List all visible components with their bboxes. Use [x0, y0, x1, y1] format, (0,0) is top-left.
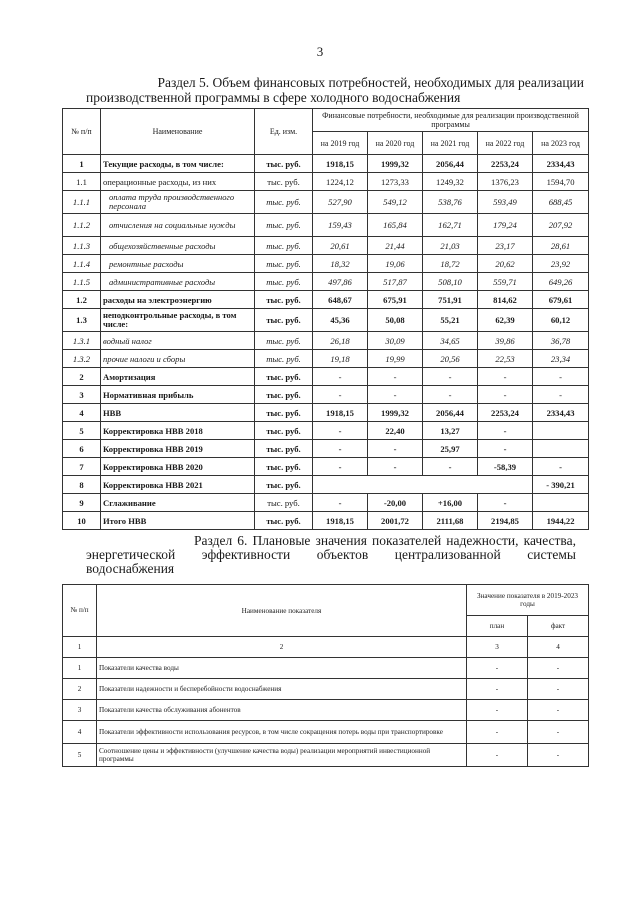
row-value-2022: 62,39 — [478, 309, 533, 332]
row-name: НВВ — [101, 404, 255, 422]
row-name: Корректировка НВВ 2020 — [101, 458, 255, 476]
row-value-2019: - — [313, 368, 368, 386]
row-value-2020: -20,00 — [368, 494, 423, 512]
header-year-2023: на 2023 год — [533, 132, 589, 155]
row-value-2022: 2253,24 — [478, 155, 533, 173]
row-num: 1.2 — [63, 291, 101, 309]
row-unit: тыс. руб. — [255, 191, 313, 214]
table-row — [63, 658, 589, 679]
table-row — [63, 191, 589, 214]
row-num: 2 — [63, 679, 97, 700]
row-value-2023: 23,34 — [533, 350, 589, 368]
row-num: 1.3.2 — [63, 350, 101, 368]
row-value-2022: 22,53 — [478, 350, 533, 368]
row-value-2019: 45,36 — [313, 309, 368, 332]
row-fact: - — [528, 744, 589, 767]
header-year-2019: на 2019 год — [313, 132, 368, 155]
header-plan: план — [467, 616, 528, 637]
row-value-2019: 18,32 — [313, 255, 368, 273]
row-value-2023: 688,45 — [533, 191, 589, 214]
row-num: 1.1.4 — [63, 255, 101, 273]
row-value-2023: - — [533, 458, 589, 476]
row-plan: - — [467, 744, 528, 767]
row-value-2023: 207,92 — [533, 214, 589, 237]
section6-title-line1: Раздел 6. Плановые значения показателей надежности, качества, — [194, 533, 576, 548]
row-value-2022: 593,49 — [478, 191, 533, 214]
row-unit: тыс. руб. — [255, 214, 313, 237]
indicators-table — [62, 584, 589, 767]
row-unit: тыс. руб. — [255, 309, 313, 332]
row-value-2020: 50,08 — [368, 309, 423, 332]
table-row — [63, 386, 589, 404]
row-value-2023: 2334,43 — [533, 155, 589, 173]
row-num: 3 — [63, 386, 101, 404]
col-number-3: 3 — [467, 637, 528, 658]
row-value-2019: 1918,15 — [313, 512, 368, 530]
table-row — [63, 458, 589, 476]
row-value-2023: - 390,21 — [533, 476, 589, 494]
col-number-2: 2 — [97, 637, 467, 658]
table-row — [63, 214, 589, 237]
row-name: водный налог — [101, 332, 255, 350]
table-row — [63, 700, 589, 721]
row-value-2023: - — [533, 386, 589, 404]
row-unit: тыс. руб. — [255, 155, 313, 173]
row-name: общехозяйственные расходы — [101, 237, 255, 255]
row-unit: тыс. руб. — [255, 255, 313, 273]
row-value-2021: 751,91 — [423, 291, 478, 309]
row-num: 8 — [63, 476, 101, 494]
row-value-2021: 25,97 — [423, 440, 478, 458]
row-num: 1.3.1 — [63, 332, 101, 350]
row-value-2021: 21,03 — [423, 237, 478, 255]
row-value-2020: 2001,72 — [368, 512, 423, 530]
row-fact: - — [528, 679, 589, 700]
row-unit: тыс. руб. — [255, 173, 313, 191]
row-value-2020: 165,84 — [368, 214, 423, 237]
row-num: 1.1 — [63, 173, 101, 191]
row-value-2023: 1944,22 — [533, 512, 589, 530]
table-row — [63, 255, 589, 273]
table-row — [63, 422, 589, 440]
row-unit: тыс. руб. — [255, 422, 313, 440]
row-plan: - — [467, 679, 528, 700]
row-value-2021: - — [423, 386, 478, 404]
row-num: 1 — [63, 155, 101, 173]
row-name: Нормативная прибыль — [101, 386, 255, 404]
section6-title — [86, 534, 576, 576]
table-row — [63, 237, 589, 255]
row-fact: - — [528, 700, 589, 721]
row-fact: - — [528, 658, 589, 679]
row-value-2022: - — [478, 494, 533, 512]
row-name: Соотношение цены и эффективности (улучшение качества воды) реализации мероприятий инвестиционной программы — [97, 744, 467, 767]
row-value-2019: 1918,15 — [313, 404, 368, 422]
row-value-2022: 23,17 — [478, 237, 533, 255]
row-num: 5 — [63, 422, 101, 440]
row-num: 10 — [63, 512, 101, 530]
row-plan: - — [467, 721, 528, 744]
row-name: ремонтные расходы — [101, 255, 255, 273]
row-plan: - — [467, 700, 528, 721]
table-row — [63, 744, 589, 767]
row-value-2019: 159,43 — [313, 214, 368, 237]
row-value-2020: 21,44 — [368, 237, 423, 255]
row-name: Итого НВВ — [101, 512, 255, 530]
row-unit: тыс. руб. — [255, 386, 313, 404]
row-value-2019: - — [313, 458, 368, 476]
row-unit: тыс. руб. — [255, 291, 313, 309]
row-value-2019: - — [313, 386, 368, 404]
table-row — [63, 512, 589, 530]
header-name: Наименование показателя — [97, 585, 467, 637]
row-num: 6 — [63, 440, 101, 458]
row-value-2021: 538,76 — [423, 191, 478, 214]
row-value-2023 — [533, 422, 589, 440]
row-value-2021: - — [423, 368, 478, 386]
row-name: Амортизация — [101, 368, 255, 386]
section5-title — [86, 75, 586, 105]
row-name: отчисления на социальные нужды — [101, 214, 255, 237]
row-value-2022: 2253,24 — [478, 404, 533, 422]
section5-title-line2: производственной программы в сфере холодного водоснабжения — [86, 90, 461, 105]
row-value-2019-2022 — [313, 476, 533, 494]
row-value-2019: 648,67 — [313, 291, 368, 309]
row-value-2020: - — [368, 458, 423, 476]
row-name: Показатели качества воды — [97, 658, 467, 679]
row-value-2022: 559,71 — [478, 273, 533, 291]
row-num: 1.1.5 — [63, 273, 101, 291]
row-num: 1.1.3 — [63, 237, 101, 255]
row-value-2021: +16,00 — [423, 494, 478, 512]
row-value-2021: 55,21 — [423, 309, 478, 332]
row-value-2021: 13,27 — [423, 422, 478, 440]
row-value-2019: 26,18 — [313, 332, 368, 350]
row-unit: тыс. руб. — [255, 404, 313, 422]
row-num: 1.1.1 — [63, 191, 101, 214]
row-name: административные расходы — [101, 273, 255, 291]
row-value-2020: 1999,32 — [368, 404, 423, 422]
row-unit: тыс. руб. — [255, 368, 313, 386]
row-value-2022: - — [478, 422, 533, 440]
row-num: 3 — [63, 700, 97, 721]
row-name: Сглаживание — [101, 494, 255, 512]
row-value-2023 — [533, 440, 589, 458]
row-num: 7 — [63, 458, 101, 476]
row-value-2021: 162,71 — [423, 214, 478, 237]
row-value-2020: - — [368, 368, 423, 386]
row-value-2023: 679,61 — [533, 291, 589, 309]
table-row — [63, 350, 589, 368]
row-name: Показатели эффективности использования ресурсов, в том числе сокращения потерь воды при транспортировке — [97, 721, 467, 744]
table-row — [63, 368, 589, 386]
header-unit: Ед. изм. — [255, 109, 313, 155]
row-name: оплата труда производственного персонала — [101, 191, 255, 214]
table-row — [63, 309, 589, 332]
row-unit: тыс. руб. — [255, 273, 313, 291]
row-num: 4 — [63, 721, 97, 744]
row-num: 9 — [63, 494, 101, 512]
row-value-2020: 517,87 — [368, 273, 423, 291]
row-num: 5 — [63, 744, 97, 767]
row-value-2022: - — [478, 440, 533, 458]
row-name: Корректировка НВВ 2021 — [101, 476, 255, 494]
col-number-4: 4 — [528, 637, 589, 658]
row-num: 1.1.2 — [63, 214, 101, 237]
row-value-2020: 19,06 — [368, 255, 423, 273]
row-value-2022: 179,24 — [478, 214, 533, 237]
row-fact: - — [528, 721, 589, 744]
row-value-2020: 22,40 — [368, 422, 423, 440]
row-value-2019: 497,86 — [313, 273, 368, 291]
row-unit: тыс. руб. — [255, 476, 313, 494]
row-value-2022: - — [478, 368, 533, 386]
row-value-2021: 18,72 — [423, 255, 478, 273]
row-value-2020: 19,99 — [368, 350, 423, 368]
section6-title-line3: водоснабжения — [86, 561, 175, 576]
row-value-2022: -58,39 — [478, 458, 533, 476]
row-name: расходы на электроэнергию — [101, 291, 255, 309]
row-value-2019: 1224,12 — [313, 173, 368, 191]
row-value-2023: 23,92 — [533, 255, 589, 273]
row-value-2019: - — [313, 422, 368, 440]
table-row — [63, 173, 589, 191]
row-value-2020: 1273,33 — [368, 173, 423, 191]
section6-title-line2: энергетической эффективности объектов централизованной системы — [86, 547, 576, 562]
row-name: прочие налоги и сборы — [101, 350, 255, 368]
row-value-2019: 20,61 — [313, 237, 368, 255]
row-value-2020: 675,91 — [368, 291, 423, 309]
row-value-2023: 28,61 — [533, 237, 589, 255]
table-row — [63, 476, 589, 494]
table-row — [63, 332, 589, 350]
row-value-2022: - — [478, 386, 533, 404]
header-needs: Финансовые потребности, необходимые для реализации производственной программы — [313, 109, 589, 132]
row-unit: тыс. руб. — [255, 350, 313, 368]
row-value-2022: 1376,23 — [478, 173, 533, 191]
header-name: Наименование — [101, 109, 255, 155]
row-value-2022: 20,62 — [478, 255, 533, 273]
header-year-2021: на 2021 год — [423, 132, 478, 155]
row-num: 4 — [63, 404, 101, 422]
row-value-2021: 2056,44 — [423, 155, 478, 173]
row-plan: - — [467, 658, 528, 679]
row-value-2019: - — [313, 494, 368, 512]
row-name: операционные расходы, из них — [101, 173, 255, 191]
table-row — [63, 404, 589, 422]
row-unit: тыс. руб. — [255, 512, 313, 530]
row-value-2021: 34,65 — [423, 332, 478, 350]
row-value-2019: - — [313, 440, 368, 458]
header-year-2020: на 2020 год — [368, 132, 423, 155]
row-value-2023: - — [533, 368, 589, 386]
row-num: 2 — [63, 368, 101, 386]
header-num: № п/п — [63, 585, 97, 637]
row-value-2021: 20,56 — [423, 350, 478, 368]
row-value-2021: 2056,44 — [423, 404, 478, 422]
row-value-2022: 2194,85 — [478, 512, 533, 530]
row-num: 1.3 — [63, 309, 101, 332]
row-value-2022: 39,86 — [478, 332, 533, 350]
row-value-2019: 19,18 — [313, 350, 368, 368]
row-value-2020: 30,09 — [368, 332, 423, 350]
table-row — [63, 679, 589, 700]
row-value-2021: 2111,68 — [423, 512, 478, 530]
row-name: Показатели качества обслуживания абонентов — [97, 700, 467, 721]
header-year-2022: на 2022 год — [478, 132, 533, 155]
row-name: Корректировка НВВ 2018 — [101, 422, 255, 440]
row-unit: тыс. руб. — [255, 332, 313, 350]
row-name: Текущие расходы, в том числе: — [101, 155, 255, 173]
row-name: Корректировка НВВ 2019 — [101, 440, 255, 458]
row-unit: тыс. руб. — [255, 237, 313, 255]
table-row — [63, 494, 589, 512]
header-fact: факт — [528, 616, 589, 637]
row-value-2020: - — [368, 440, 423, 458]
row-value-2020: - — [368, 386, 423, 404]
table-row — [63, 291, 589, 309]
row-value-2023: 36,78 — [533, 332, 589, 350]
row-num: 1 — [63, 658, 97, 679]
financial-needs-table — [62, 108, 589, 530]
header-num: № п/п — [63, 109, 101, 155]
row-value-2023: 2334,43 — [533, 404, 589, 422]
row-name: Показатели надежности и бесперебойности водоснабжения — [97, 679, 467, 700]
row-unit: тыс. руб. — [255, 440, 313, 458]
row-value-2019: 1918,15 — [313, 155, 368, 173]
row-value-2021: 1249,32 — [423, 173, 478, 191]
row-value-2022: 814,62 — [478, 291, 533, 309]
row-unit: тыс. руб. — [255, 458, 313, 476]
header-value: Значение показателя в 2019-2023 годы — [467, 585, 589, 616]
table-row — [63, 273, 589, 291]
row-value-2020: 1999,32 — [368, 155, 423, 173]
row-value-2019: 527,90 — [313, 191, 368, 214]
row-value-2023 — [533, 494, 589, 512]
col-number-1: 1 — [63, 637, 97, 658]
section5-title-line1: Раздел 5. Объем финансовых потребностей, необходимых для реализации — [157, 75, 584, 90]
table-row — [63, 440, 589, 458]
table-row — [63, 155, 589, 173]
table-row — [63, 721, 589, 744]
page-number: 3 — [316, 44, 324, 59]
row-value-2023: 649,26 — [533, 273, 589, 291]
row-value-2020: 549,12 — [368, 191, 423, 214]
row-name: неподконтрольные расходы, в том числе: — [101, 309, 255, 332]
row-value-2021: 508,10 — [423, 273, 478, 291]
row-value-2023: 60,12 — [533, 309, 589, 332]
row-value-2021: - — [423, 458, 478, 476]
row-unit: тыс. руб. — [255, 494, 313, 512]
row-value-2023: 1594,70 — [533, 173, 589, 191]
